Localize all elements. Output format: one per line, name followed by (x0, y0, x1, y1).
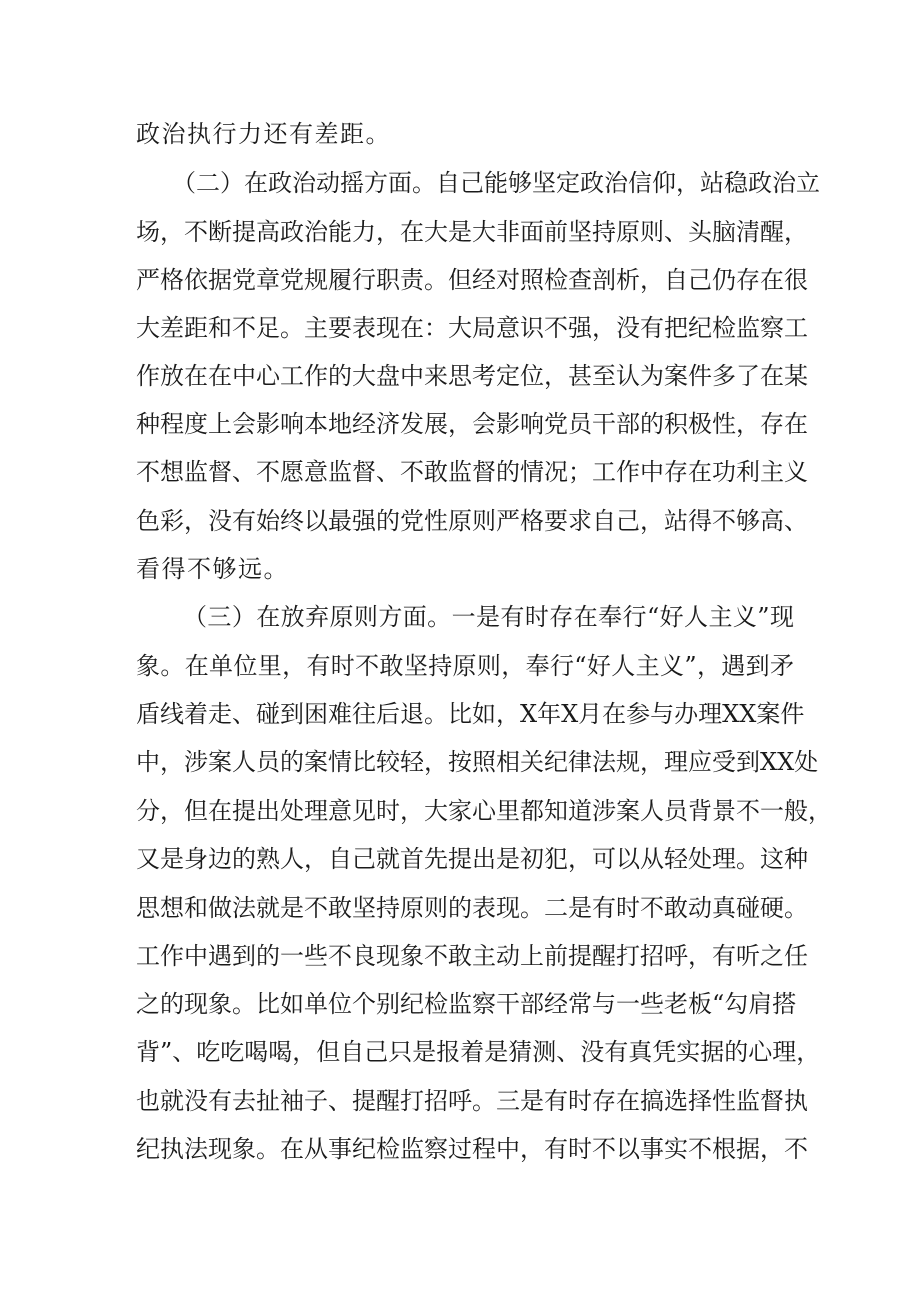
text-line-17: 思想和做法就是不敢坚持原则的表现。二是有时不敢动真碰硬。 (136, 894, 808, 922)
text-line-1: 政治执行力还有差距。 (136, 120, 391, 148)
text-line-2: （二）在政治动摇方面。自己能够坚定政治信仰，站稳政治立 (172, 169, 820, 197)
text-line-11: （三）在放弃原则方面。一是有时存在奉行“好人主义”现 (183, 603, 794, 631)
text-line-15: 分，但在提出处理意见时，大家心里都知道涉案人员背景不一般， (136, 797, 832, 825)
text-line-9: 色彩，没有始终以最强的党性原则严格要求自己，站得不够高、 (136, 507, 808, 535)
text-line-8: 不想监督、不愿意监督、不敢监督的情况；工作中存在功利主义 (136, 458, 808, 486)
text-line-13: 盾线着走、碰到困难往后退。比如，X年X月在参与办理XX案件 (136, 700, 805, 728)
text-line-12: 象。在单位里，有时不敢坚持原则，奉行“好人主义”，遇到矛 (136, 652, 794, 680)
text-line-3: 场，不断提高政治能力，在大是大非面前坚持原则、头脑清醒， (136, 218, 808, 246)
text-line-7: 种程度上会影响本地经济发展，会影响党员干部的积极性，存在 (136, 410, 808, 438)
text-line-19: 之的现象。比如单位个别纪检监察干部经常与一些老板“勾肩搭 (136, 990, 797, 1018)
text-line-14: 中，涉案人员的案情比较轻，按照相关纪律法规，理应受到XX处 (136, 748, 819, 776)
text-line-16: 又是身边的熟人，自己就首先提出是初犯，可以从轻处理。这种 (136, 845, 808, 873)
text-line-18: 工作中遇到的一些不良现象不敢主动上前提醒打招呼，有听之任 (136, 942, 808, 970)
text-line-5: 大差距和不足。主要表现在：大局意识不强，没有把纪检监察工 (136, 314, 808, 342)
text-line-10: 看得不够远。 (136, 555, 289, 583)
text-line-20: 背”、吃吃喝喝，但自己只是报着是猜测、没有真凭实据的心理， (136, 1038, 821, 1066)
text-line-6: 作放在在中心工作的大盘中来思考定位，甚至认为案件多了在某 (136, 362, 808, 390)
text-line-21: 也就没有去扯袖子、提醒打招呼。三是有时存在搞选择性监督执 (136, 1087, 808, 1115)
text-line-22: 纪执法现象。在从事纪检监察过程中，有时不以事实不根据，不 (136, 1135, 808, 1163)
text-line-4: 严格依据党章党规履行职责。但经对照检查剖析，自己仍存在很 (136, 266, 808, 294)
